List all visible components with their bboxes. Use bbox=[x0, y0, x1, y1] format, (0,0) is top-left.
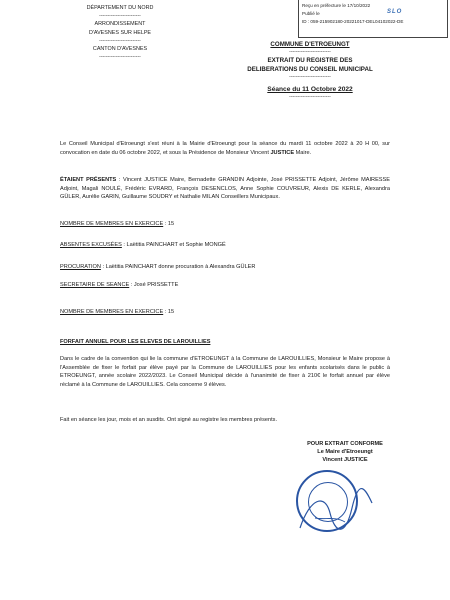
forfait-title bbox=[60, 338, 390, 347]
members-count-2 bbox=[60, 308, 390, 317]
secretary-line bbox=[60, 281, 390, 290]
extract-title-line1: EXTRAIT DU REGISTRE DES bbox=[267, 57, 353, 64]
members-value: : 15 bbox=[163, 309, 175, 315]
present-label: ÉTAIENT PRÉSENTS bbox=[60, 177, 117, 183]
session-date: Séance du 11 Octobre 2022 bbox=[267, 86, 353, 93]
divider: ------------------------- bbox=[289, 49, 331, 55]
secretary-label: SECRETAIRE DE SEANCE bbox=[60, 282, 130, 288]
forfait-paragraph: Dans le cadre de la convention qui lie la commune d'ETROEUNGT à la Commune de LAROUILLIES, Monsieur le Maire propose à l'Assemblée de fixer le forfait par élève payé par la Commune de LAROUILLIES pour les enfants scolarisés dans le public à ETROEUNGT, année scolaire 2022/2023. Le Conseil Municipal décide à l'unanimité de fixer à 210€ le forfait annuel par élève réclamé à la Commune de LAROUILLIES. Cela concerne 9 élèves. bbox=[60, 356, 390, 388]
right-header bbox=[235, 40, 385, 101]
receipt-line-published: Publié le bbox=[302, 11, 320, 16]
forfait-heading: FORFAIT ANNUEL POUR LES ELEVES DE LAROUILLIES bbox=[60, 339, 211, 345]
divider: ------------------------- bbox=[289, 94, 331, 100]
proxy-label: PROCURATION bbox=[60, 264, 101, 270]
signature-line3: Vincent JUSTICE bbox=[322, 457, 368, 463]
members-label: NOMBRE DE MEMBRES EN EXERCICE bbox=[60, 309, 164, 315]
commune-title: COMMUNE D'ETROEUNGT bbox=[270, 41, 350, 48]
handwritten-signature-icon bbox=[290, 478, 380, 548]
arrondissement-label: ARRONDISSEMENT bbox=[94, 21, 146, 27]
members-count-1 bbox=[60, 220, 390, 229]
absentees-label: ABSENTES EXCUSÉES bbox=[60, 242, 122, 248]
intro-text: Le Conseil Municipal d'Etroeungt s'est réuni à la Mairie d'Etroeungt pour la séance du mardi 11 octobre 2022 à 20 H 00, sur convocation en date du 06 octobre 2022, et sous la Présidence de Monsieur Vincent bbox=[60, 141, 390, 156]
mayor-name: JUSTICE bbox=[270, 149, 295, 156]
department-label: DÉPARTEMENT DU NORD bbox=[86, 5, 154, 11]
receipt-line-id: ID : 059-215902180-20221017-DEL04102022-DE bbox=[302, 19, 404, 24]
members-value: : 15 bbox=[163, 221, 175, 227]
divider: ------------------------- bbox=[99, 13, 141, 19]
canton-label: CANTON D'AVESNES bbox=[92, 46, 148, 52]
present-members-paragraph bbox=[60, 176, 390, 202]
arrondissement-name: D'AVESNES SUR HELPE bbox=[88, 30, 152, 36]
divider: ------------------------- bbox=[99, 38, 141, 44]
left-header bbox=[70, 4, 170, 61]
receipt-line-received: Reçu en préfecture le 17/10/2022 bbox=[302, 3, 371, 8]
extract-title-line2: DELIBERATIONS DU CONSEIL MUNICIPAL bbox=[247, 66, 373, 73]
absentees-line bbox=[60, 241, 390, 250]
present-list: : Vincent JUSTICE Maire, Bernadette GRANDIN Adjointe, José PRISSETTE Adjoint, Jérôme MAIRESSE Adjoint, Magali NOULÉ, Frédéric EVRARD, François DESENCLOS, Anne Sophie COUVREUR, Alexis DE KERLE, Alexandra GÜLER, Aurélie GARIN, Guillaume SOUDRY et Nathalie MILAN Conseillers Municipaux. bbox=[60, 177, 390, 201]
intro-paragraph bbox=[60, 140, 390, 157]
proxy-line bbox=[60, 263, 390, 272]
intro-tail: Maire. bbox=[294, 149, 312, 156]
receipt-logo: SLO bbox=[387, 9, 403, 15]
prefecture-receipt-box bbox=[298, 0, 448, 38]
signature-line1: POUR EXTRAIT CONFORME bbox=[307, 441, 383, 447]
closing-line: Fait en séance les jour, mois et an susdits. Ont signé au registre les membres présents. bbox=[60, 417, 278, 423]
divider: ------------------------- bbox=[289, 74, 331, 80]
divider: ------------------------- bbox=[99, 54, 141, 60]
signature-line2: Le Maire d'Etroeungt bbox=[317, 449, 373, 455]
proxy-value: : Laëtitia PAINCHART donne procuration à Alexandra GÜLER bbox=[100, 264, 256, 270]
secretary-value: : José PRISSETTE bbox=[129, 282, 179, 288]
signature-block bbox=[295, 440, 395, 464]
members-label: NOMBRE DE MEMBRES EN EXERCICE bbox=[60, 221, 164, 227]
absentees-value: : Laëtitia PAINCHART et Sophie MONGÉ bbox=[121, 242, 226, 248]
